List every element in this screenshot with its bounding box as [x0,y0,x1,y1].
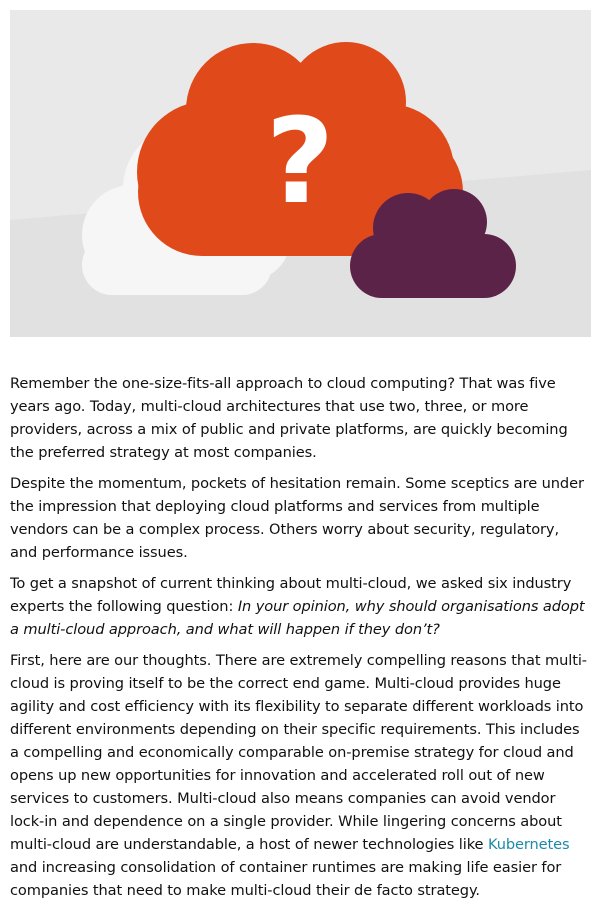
kubernetes-link[interactable]: Kubernetes [487,836,570,853]
article-body [10,372,590,910]
paragraph-hesitation: Despite the momentum, pockets of hesitation remain. Some sceptics are under the impression that deploying cloud platforms and services from multiple vendors can be a complex process. Others worry about security, regulatory, and performance issues. [10,475,584,561]
paragraph-thoughts [10,649,590,902]
question-text: In your opinion, why should organisations adopt a multi-cloud approach, and what will happen if they don’t? [10,598,585,638]
thoughts-text-continued: and increasing consolidation of container runtimes are making life easier for companies that need to make multi-cloud their de facto strategy. [10,859,562,899]
question-intro-text: To get a snapshot of current thinking about multi-cloud, we asked six industry experts the following question: [10,575,572,615]
clouds-illustration [10,10,591,337]
thoughts-text: First, here are our thoughts. There are extremely compelling reasons that multi-cloud is proving itself to be the correct end game. Multi-cloud provides huge agility and cost efficiency with its flexibility to separate different workloads into different environments depending on their specific requirements. This includes a compelling and economically comparable on-premise strategy for cloud and opens up new opportunities for innovation and accelerated roll out of new services to customers. Multi-cloud also means companies can avoid vendor lock-in and dependence on a single provider. While lingering concerns about multi-cloud are understandable, a host of newer technologies like [10,652,587,853]
hero-illustration [10,10,591,337]
question-mark-icon: ? [265,92,335,230]
paragraph-question [10,572,590,641]
paragraph-intro: Remember the one-size-fits-all approach to cloud computing? That was five years ago. Today, multi-cloud architectures that use two, three, or more providers, across a mix of public and private platforms, are quickly becoming the preferred strategy at most companies. [10,375,568,461]
